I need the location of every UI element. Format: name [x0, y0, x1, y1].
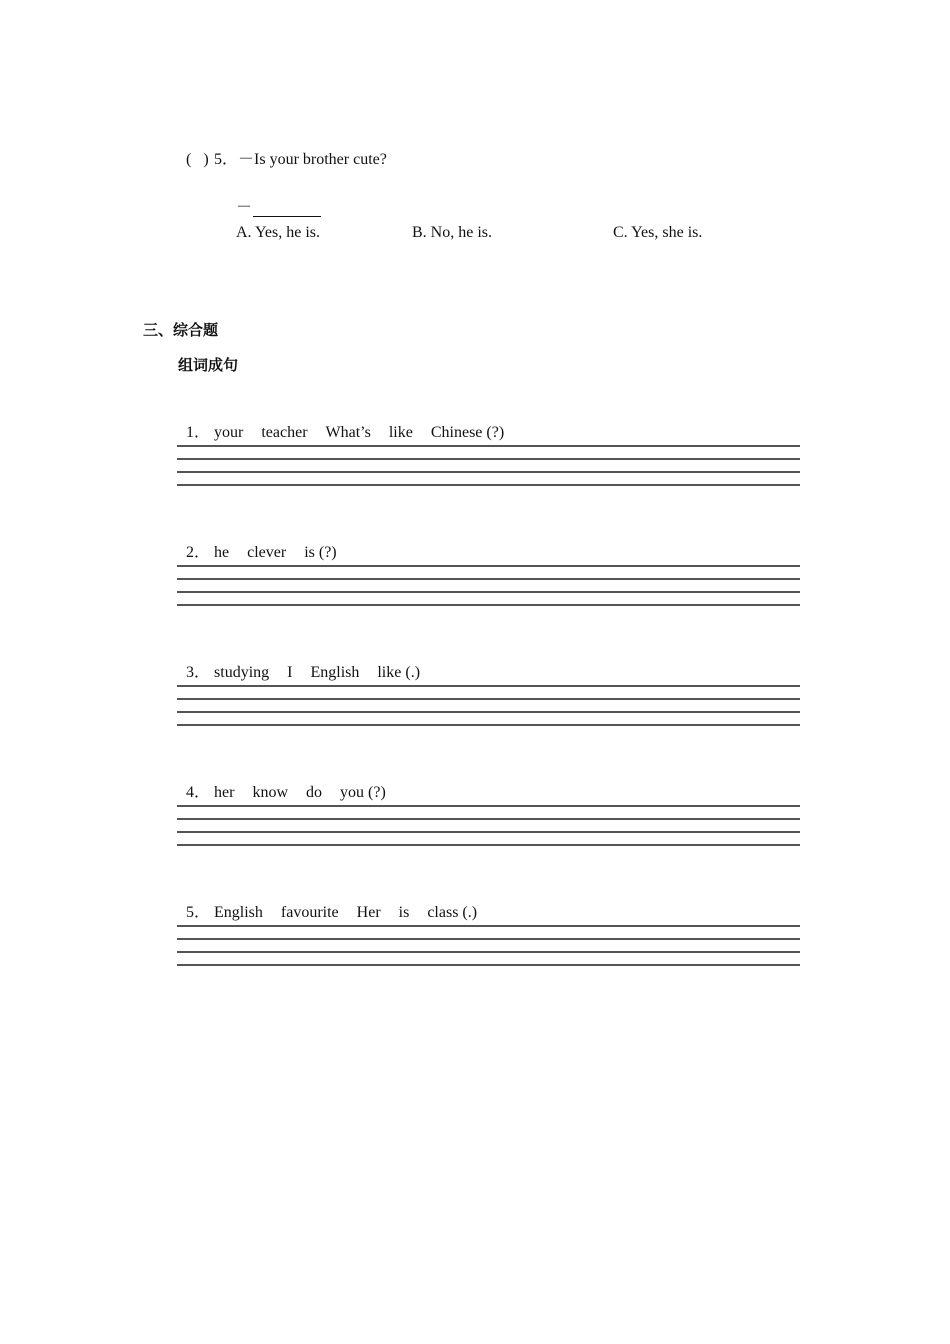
writing-line — [177, 844, 800, 846]
word: I — [287, 664, 293, 681]
section-title: 三、综合题 — [143, 321, 219, 339]
item-number: 5． — [186, 904, 211, 921]
option-a[interactable]: A. Yes, he is. — [236, 224, 321, 241]
question-5 — [178, 128, 387, 169]
sentence-item-5 — [178, 881, 477, 922]
word: her — [214, 784, 235, 801]
word: clever — [247, 544, 287, 561]
word: he — [214, 544, 230, 561]
word: know — [252, 784, 289, 801]
writing-line — [177, 565, 800, 567]
end-punctuation: (?) — [318, 544, 337, 561]
question-number: 5． — [214, 151, 239, 168]
answer-blank-line: － — [228, 176, 321, 217]
word: teacher — [261, 424, 308, 441]
word: favourite — [280, 904, 339, 921]
writing-line — [177, 458, 800, 460]
writing-line — [177, 964, 800, 966]
end-punctuation: (.) — [462, 904, 478, 921]
writing-line — [177, 805, 800, 807]
writing-line — [177, 604, 800, 606]
word: you — [340, 784, 365, 801]
writing-lines-1[interactable] — [177, 445, 800, 489]
item-number: 3． — [186, 664, 211, 681]
end-punctuation: (.) — [405, 664, 421, 681]
answer-blank[interactable] — [253, 200, 321, 217]
writing-line — [177, 724, 800, 726]
writing-lines-4[interactable] — [177, 805, 800, 849]
writing-line — [177, 484, 800, 486]
option-c[interactable]: C. Yes, she is. — [613, 224, 703, 241]
end-punctuation: (?) — [368, 784, 386, 801]
item-number: 2． — [186, 544, 211, 561]
section-subtitle: 组词成句 — [178, 356, 239, 374]
writing-line — [177, 698, 800, 700]
writing-line — [177, 445, 800, 447]
writing-line — [177, 925, 800, 927]
sentence-item-3 — [178, 641, 420, 682]
word: like — [377, 664, 402, 681]
answer-bracket[interactable]: ( ) — [186, 151, 209, 168]
sentence-item-1 — [178, 401, 504, 442]
writing-line — [177, 685, 800, 687]
word: your — [214, 424, 244, 441]
word: is — [304, 544, 315, 561]
word: do — [306, 784, 323, 801]
word: studying — [214, 664, 270, 681]
writing-lines-3[interactable] — [177, 685, 800, 729]
sentence-item-2 — [178, 521, 337, 562]
word: Her — [356, 904, 381, 921]
word: What’s — [325, 424, 371, 441]
word: like — [388, 424, 413, 441]
writing-line — [177, 951, 800, 953]
item-number: 4． — [186, 784, 211, 801]
item-number: 1． — [186, 424, 211, 441]
writing-line — [177, 711, 800, 713]
writing-line — [177, 578, 800, 580]
writing-line — [177, 938, 800, 940]
word: English — [310, 664, 360, 681]
question-prompt: －Is your brother cute? — [238, 151, 387, 168]
word: class — [427, 904, 459, 921]
writing-line — [177, 831, 800, 833]
sentence-item-4 — [178, 761, 386, 802]
writing-lines-2[interactable] — [177, 565, 800, 609]
writing-line — [177, 471, 800, 473]
word: Chinese — [430, 424, 483, 441]
option-b[interactable]: B. No, he is. — [412, 224, 492, 241]
word: English — [214, 904, 263, 921]
writing-line — [177, 591, 800, 593]
writing-line — [177, 818, 800, 820]
writing-lines-5[interactable] — [177, 925, 800, 969]
end-punctuation: (?) — [486, 424, 505, 441]
word: is — [398, 904, 410, 921]
